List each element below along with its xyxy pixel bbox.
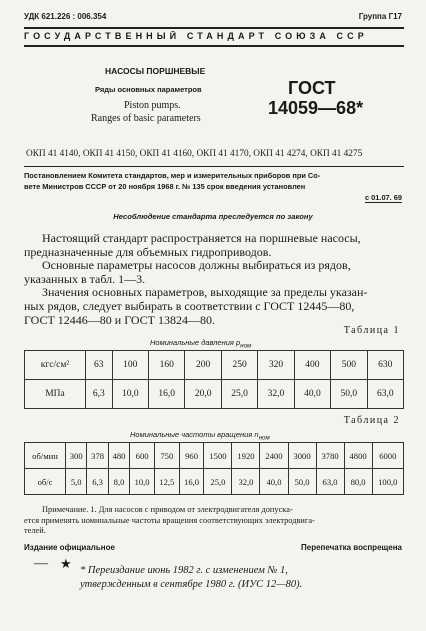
value-cell: 8,0	[108, 469, 129, 495]
note-line-1: Примечание. 1. Для насосов с приводом от электродвигателя допуска-	[42, 505, 293, 514]
value-cell: 4800	[344, 443, 372, 469]
unit-cell: об/с	[25, 469, 66, 495]
note-line-2: ется применять номинальные частоты вращения соответствующих электродвига-	[24, 515, 315, 525]
value-cell: 25,0	[204, 469, 232, 495]
law-warning: Несоблюдение стандарта преследуется по закону	[113, 212, 313, 221]
table-2-caption	[130, 430, 270, 442]
value-cell: 10,0	[112, 380, 148, 409]
value-cell: 32,0	[258, 380, 294, 409]
value-cell: 1920	[232, 443, 260, 469]
value-cell: 40,0	[294, 380, 330, 409]
table-2-label: Таблица 2	[343, 415, 400, 426]
value-cell: 320	[258, 351, 294, 380]
value-cell: 600	[130, 443, 155, 469]
title-ru: НАСОСЫ ПОРШНЕВЫЕ	[105, 66, 206, 76]
value-cell: 25,0	[221, 380, 257, 409]
title-en-1: Piston pumps.	[124, 100, 181, 111]
table-row	[25, 443, 404, 469]
note	[24, 505, 404, 537]
para-3-line-2: ных рядов, следует выбирать в соответствии с ГОСТ 12445—80,	[24, 298, 355, 313]
unit-cell: МПа	[25, 380, 86, 409]
note-line-3: телей.	[24, 526, 46, 535]
udk-code: УДК 621.226 : 006.354	[24, 12, 107, 21]
decree-line-2: вете Министров СССР от 20 ноября 1968 г. № 135 срок введения установлен	[24, 182, 306, 191]
value-cell: 32,0	[232, 469, 260, 495]
value-cell: 12,5	[154, 469, 179, 495]
unit-cell: кгс/см²	[25, 351, 86, 380]
table-row	[25, 380, 404, 409]
state-standard-banner: ГОСУДАРСТВЕННЫЙ СТАНДАРТ СОЮЗА ССР	[24, 31, 368, 41]
value-cell: 100,0	[372, 469, 403, 495]
title-en-2: Ranges of basic parameters	[91, 113, 201, 124]
value-cell: 378	[87, 443, 108, 469]
value-cell: 16,0	[149, 380, 185, 409]
value-cell: 250	[221, 351, 257, 380]
title-ru-subtitle: Ряды основных параметров	[95, 85, 202, 94]
value-cell: 50,0	[331, 380, 367, 409]
value-cell: 3000	[288, 443, 316, 469]
table-1	[24, 350, 404, 409]
okp-codes: ОКП 41 4140, ОКП 41 4150, ОКП 41 4160, ОКП 41 4170, ОКП 41 4274, ОКП 41 4275	[26, 149, 363, 159]
reissue-line-2: утвержденным в сентябре 1980 г. (ИУС 12—80).	[80, 579, 303, 590]
dash-mark: —	[34, 556, 48, 571]
reprint-forbidden: Перепечатка воспрещена	[301, 543, 402, 552]
value-cell: 400	[294, 351, 330, 380]
value-cell: 100	[112, 351, 148, 380]
value-cell: 200	[185, 351, 221, 380]
value-cell: 960	[179, 443, 204, 469]
table-1-label: Таблица 1	[343, 325, 400, 336]
value-cell: 3780	[316, 443, 344, 469]
table-row	[25, 351, 404, 380]
value-cell: 500	[331, 351, 367, 380]
value-cell: 750	[154, 443, 179, 469]
value-cell: 16,0	[179, 469, 204, 495]
table-row	[25, 469, 404, 495]
decree-line-1: Постановлением Комитета стандартов, мер и измерительных приборов при Со-	[24, 171, 321, 180]
table-2-caption-text: Номинальные частоты вращения n	[130, 430, 259, 439]
value-cell: 40,0	[260, 469, 288, 495]
value-cell: 63,0	[367, 380, 403, 409]
header-rule-top	[24, 27, 404, 29]
value-cell: 10,0	[130, 469, 155, 495]
value-cell: 630	[367, 351, 403, 380]
value-cell: 50,0	[288, 469, 316, 495]
gost-label: ГОСТ	[288, 78, 336, 98]
unit-cell: об/мин	[25, 443, 66, 469]
para-3-line-1: Значения основных параметров, выходящие за пределы указан-	[42, 285, 368, 300]
value-cell: 5,0	[66, 469, 87, 495]
value-cell: 1500	[204, 443, 232, 469]
group-code: Группа Г17	[358, 12, 402, 21]
value-cell: 6000	[372, 443, 403, 469]
para-1-line-1: Настоящий стандарт распространяется на поршневые насосы,	[42, 231, 361, 245]
para-2-line-1: Основные параметры насосов должны выбираться из рядов,	[42, 258, 351, 273]
decree-date: с 01.07. 69	[365, 193, 402, 202]
para-1-line-2: предназначенные для объемных гидроприводов.	[24, 244, 272, 259]
table-2-caption-sub: ном	[258, 434, 270, 442]
table-2	[24, 442, 404, 495]
value-cell: 2400	[260, 443, 288, 469]
value-cell: 160	[149, 351, 185, 380]
table-1-caption-text: Номинальные давления p	[150, 338, 241, 347]
star-icon: ★	[60, 556, 72, 571]
value-cell: 20,0	[185, 380, 221, 409]
body-text	[24, 232, 404, 327]
value-cell: 6,3	[86, 380, 113, 409]
table-1-caption	[150, 338, 251, 350]
table-1-caption-sub: ном	[240, 342, 252, 350]
reissue-line-1: * Переиздание июнь 1982 г. с изменением № 1,	[80, 565, 288, 576]
okp-rule	[24, 166, 404, 167]
value-cell: 300	[66, 443, 87, 469]
value-cell: 63,0	[316, 469, 344, 495]
value-cell: 80,0	[344, 469, 372, 495]
para-3-line-3: ГОСТ 12446—80 и ГОСТ 13824—80.	[24, 312, 215, 327]
value-cell: 63	[86, 351, 113, 380]
header-rule-bottom	[24, 45, 404, 47]
gost-number: 14059—68*	[268, 98, 364, 118]
value-cell: 6,3	[87, 469, 108, 495]
official-edition: Издание официальное	[24, 543, 115, 552]
value-cell: 480	[108, 443, 129, 469]
para-2-line-2: указанных в табл. 1—3.	[24, 271, 146, 286]
